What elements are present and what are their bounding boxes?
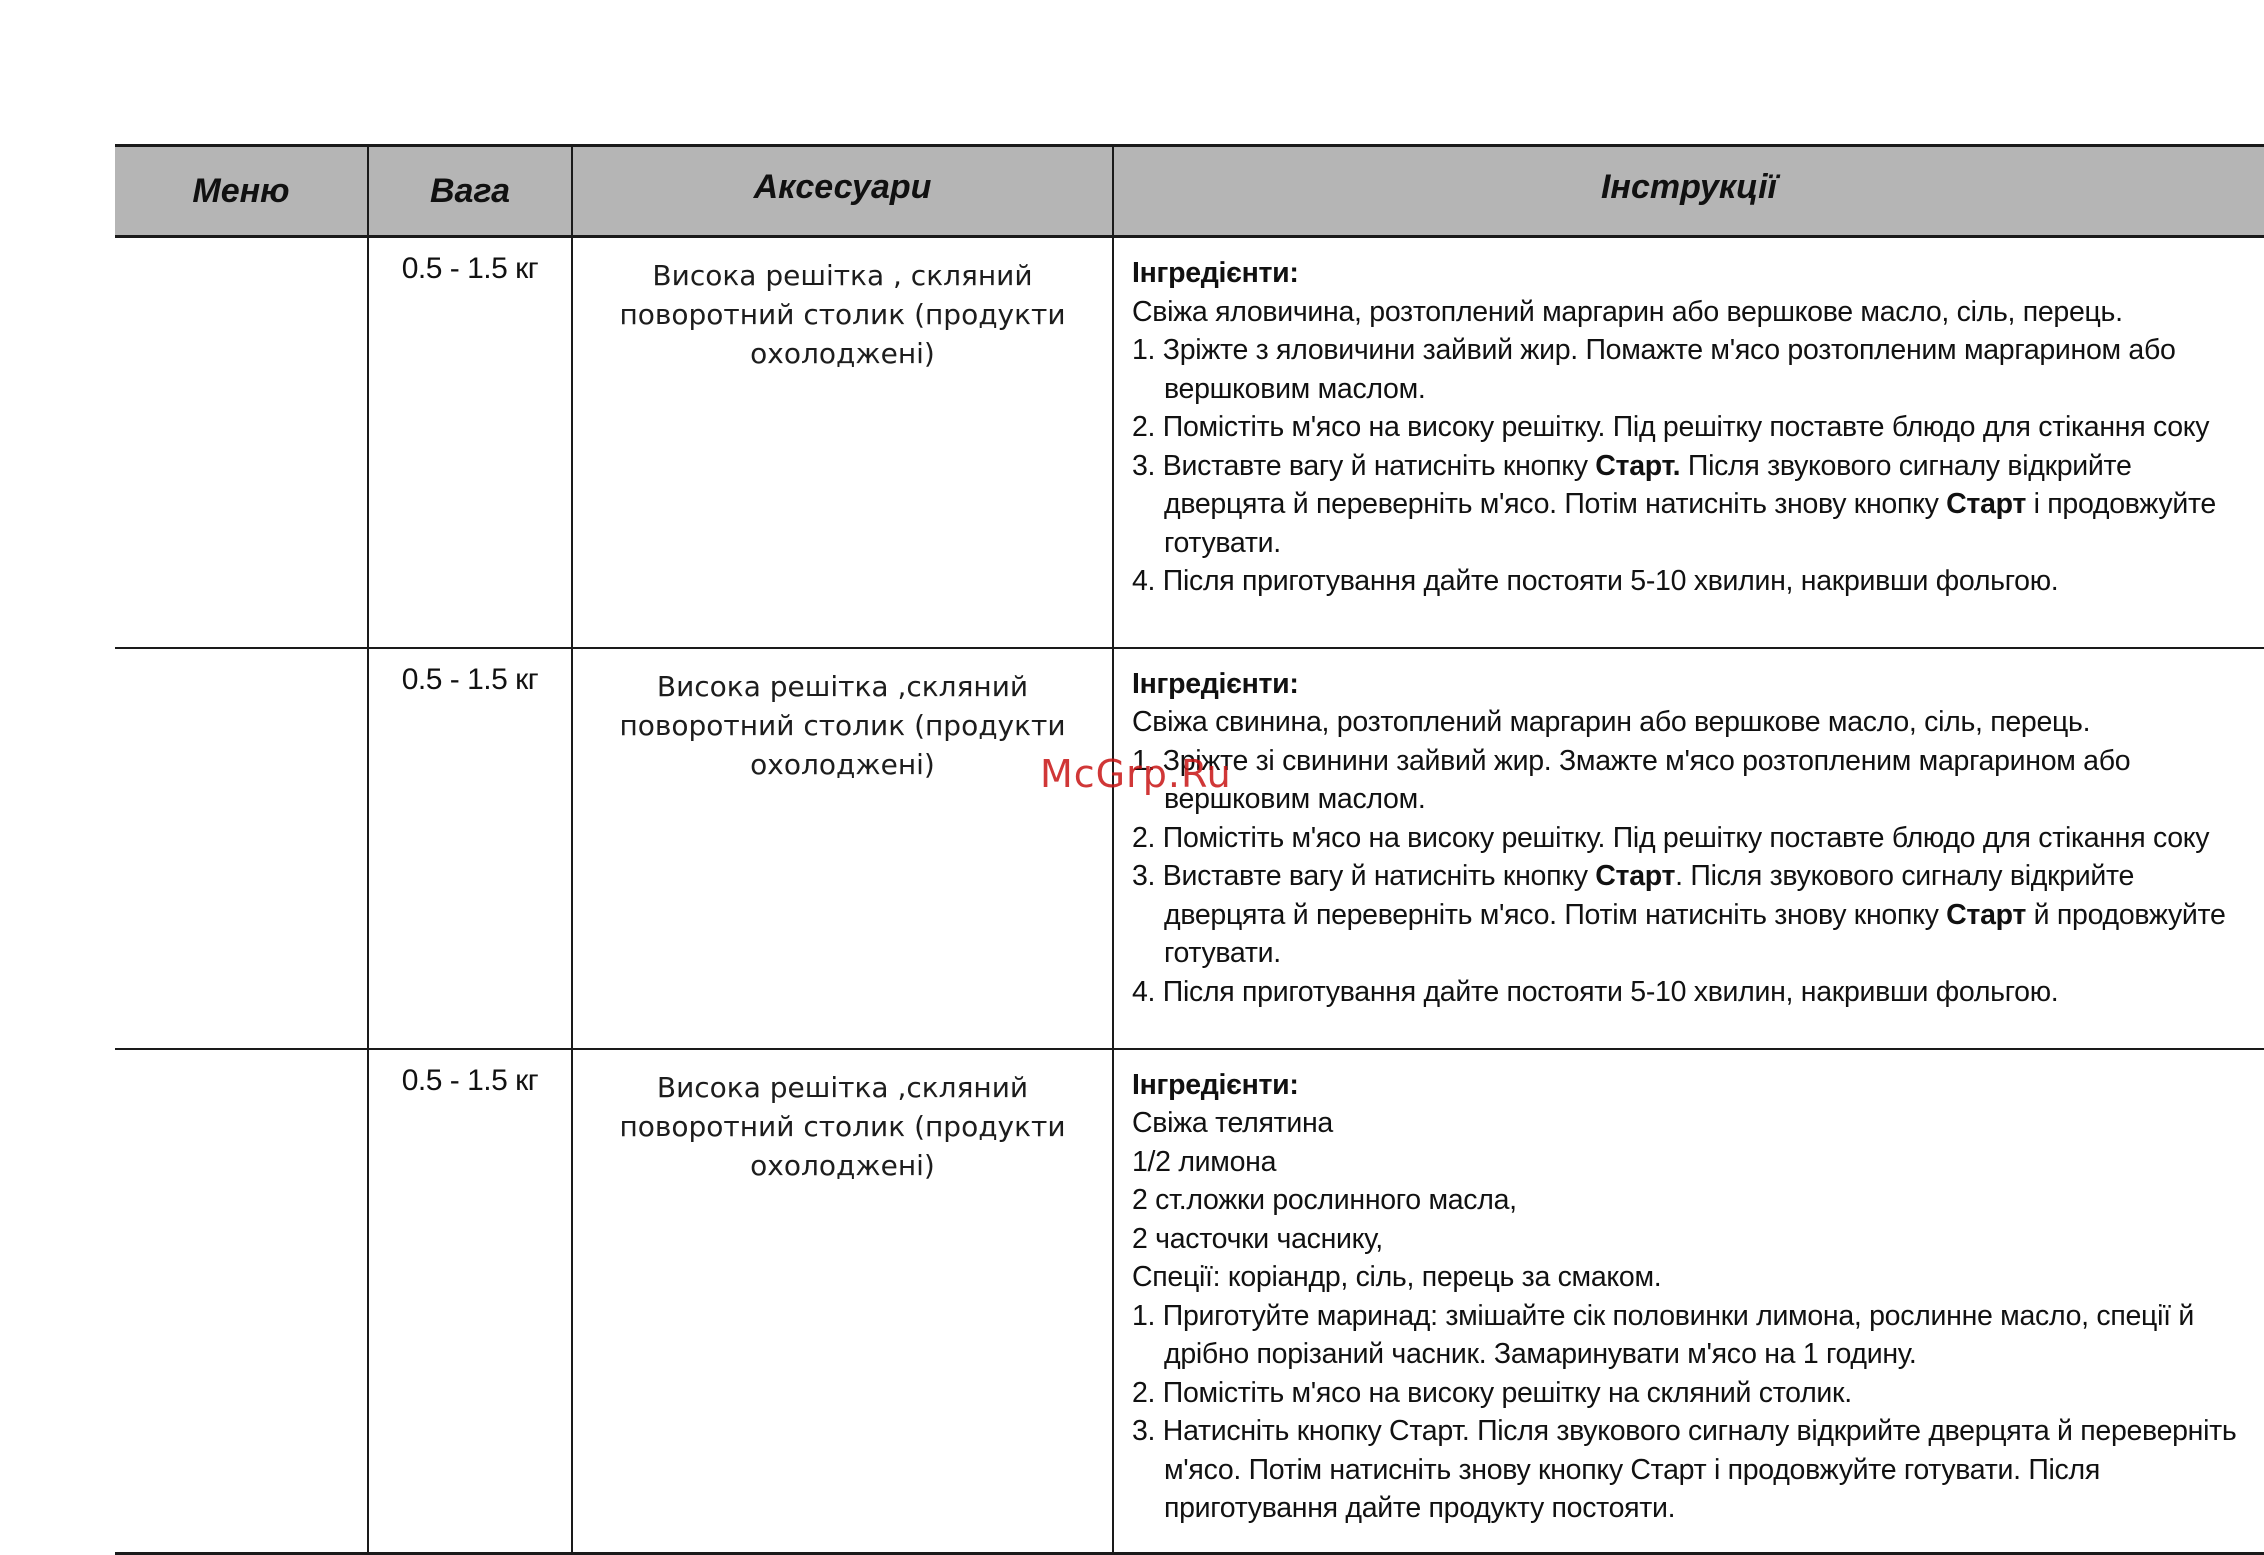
accessories-cell: Висока решітка , скляний поворотний столик (продукти охолоджені) <box>572 237 1113 648</box>
ingredient-line: Свіжа свинина, розтоплений маргарин або вершкове масло, сіль, перець. <box>1132 706 2091 738</box>
instruction-step: 1. Приготуйте маринад: змішайте сік половинки лимона, рослинне масло, спеції й дрібно порізаний часник. Замаринувати м'ясо на 1 годину. <box>1132 1299 2194 1370</box>
header-weight: Вага <box>368 146 572 237</box>
instructions-cell <box>1113 648 2264 1049</box>
ingredients-label: Інгредієнти: <box>1132 257 1299 289</box>
ingredient-line: Свіжа телятина <box>1132 1107 1333 1139</box>
instructions-cell <box>1113 237 2264 648</box>
instruction-step: 4. Після приготування дайте постояти 5-10 хвилин, накривши фольгою. <box>1132 565 2059 597</box>
menu-cell <box>115 1049 368 1554</box>
table-header <box>115 146 2264 237</box>
menu-cell <box>115 237 368 648</box>
header-instructions: Інструкції <box>1113 146 2264 237</box>
weight-cell: 0.5 - 1.5 кг <box>368 648 572 1049</box>
table-row <box>115 237 2264 648</box>
ingredients-label: Інгредієнти: <box>1132 1068 1299 1101</box>
instructions-block <box>1114 649 2264 1020</box>
instruction-step: 3. Виставте вагу й натисніть кнопку Старт. Після звукового сигналу відкрийте дверцята й переверніть м'ясо. Потім натисніть знову кнопку Старт й продовжуйте готувати. <box>1132 860 2226 969</box>
instruction-step: 4. Після приготування дайте постояти 5-10 хвилин, накривши фольгою. <box>1132 975 2059 1008</box>
menu-cell <box>115 648 368 1049</box>
table-row <box>115 1049 2264 1554</box>
ingredient-line: 2 часточки часнику, <box>1132 1222 1383 1255</box>
table-row <box>115 648 2264 1049</box>
weight-cell: 0.5 - 1.5 кг <box>368 237 572 648</box>
ingredients-label: Інгредієнти: <box>1132 667 1299 700</box>
accessories-cell: Висока решітка ,скляний поворотний столик (продукти охолоджені) <box>572 1049 1113 1554</box>
instruction-step: 2. Помістіть м'ясо на високу решітку. Під решітку поставте блюдо для стікання соку <box>1132 821 2210 854</box>
ingredient-line: Свіжа яловичина, розтоплений маргарин або вершкове масло, сіль, перець. <box>1132 295 2123 328</box>
instructions-cell <box>1113 1049 2264 1554</box>
header-menu: Меню <box>115 146 368 237</box>
header-accessories: Аксесуари <box>572 146 1113 237</box>
ingredient-line: 2 ст.ложки рослинного масла, <box>1132 1184 1517 1216</box>
watermark: McGrp.Ru <box>1040 752 1232 796</box>
accessories-cell: Висока решітка ,скляний поворотний столик (продукти охолоджені) <box>572 648 1113 1049</box>
instruction-step: 1. Зріжте зі свинини зайвий жир. Змажте м'ясо розтопленим маргарином або вершковим маслом. <box>1132 744 2131 815</box>
instruction-step: 2. Помістіть м'ясо на високу решітку на скляний столик. <box>1132 1376 1852 1409</box>
weight-cell: 0.5 - 1.5 кг <box>368 1049 572 1554</box>
ingredient-line: 1/2 лимона <box>1132 1145 1277 1178</box>
instruction-step: 2. Помістіть м'ясо на високу решітку. Під решітку поставте блюдо для стікання соку <box>1132 411 2210 443</box>
instruction-step: 3. Натисніть кнопку Старт. Після звукового сигналу відкрийте дверцята й переверніть м'ясо. Потім натисніть знову кнопку Старт і продовжуйте готувати. Після приготування дайте продукту постояти. <box>1132 1415 2237 1524</box>
instructions-block <box>1114 238 2264 609</box>
instruction-step: 1. Зріжте з яловичини зайвий жир. Помажте м'ясо розтопленим маргарином або вершковим маслом. <box>1132 334 2176 405</box>
instruction-step: 3. Виставте вагу й натисніть кнопку Старт. Після звукового сигналу відкрийте дверцята й переверніть м'ясо. Потім натисніть знову кнопку Старт і продовжуйте готувати. <box>1132 449 2216 559</box>
cooking-table <box>115 144 2264 1555</box>
instructions-block <box>1114 1050 2264 1536</box>
ingredient-line: Спеції: коріандр, сіль, перець за смаком. <box>1132 1261 1662 1293</box>
